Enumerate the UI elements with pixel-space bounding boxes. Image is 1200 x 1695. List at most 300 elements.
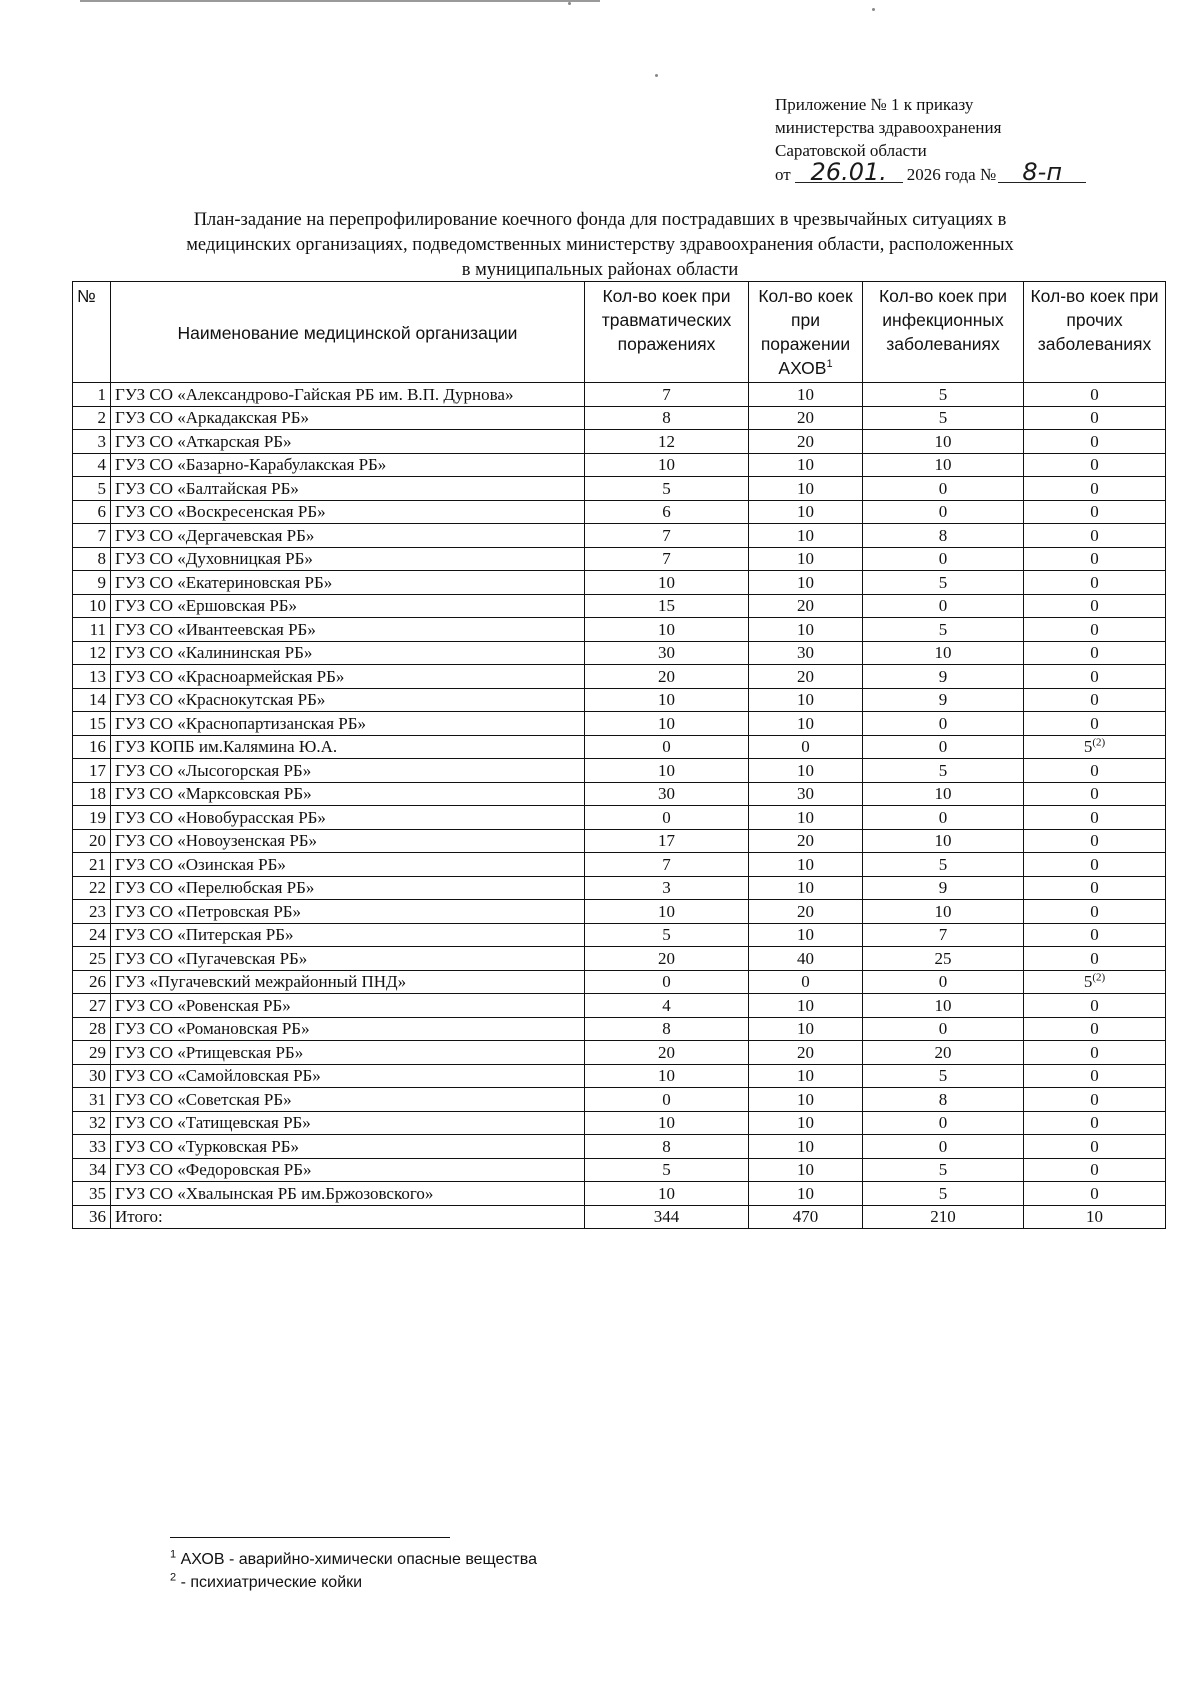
row-number: [73, 477, 111, 501]
other-beds: [1024, 806, 1166, 830]
row-number-value: 20: [89, 831, 106, 851]
organization-name: [111, 453, 585, 477]
infectious-beds-value: 0: [938, 1113, 948, 1133]
organization-name: [111, 1017, 585, 1041]
trauma-beds: [585, 618, 749, 642]
other-beds: [1024, 665, 1166, 689]
table-row: [73, 594, 1166, 618]
infectious-beds: [863, 829, 1024, 853]
organization-name-value: ГУЗ СО «Базарно-Карабулакская РБ»: [115, 455, 387, 475]
trauma-beds-value: 10: [658, 1183, 675, 1203]
other-beds: [1024, 994, 1166, 1018]
other-beds-value: 0: [1090, 502, 1099, 522]
ahov-beds: [749, 618, 863, 642]
table-row: [73, 994, 1166, 1018]
other-beds-value: 0: [1090, 1113, 1099, 1133]
organization-name-value: ГУЗ СО «Калининская РБ»: [115, 643, 313, 663]
footnotes: [170, 1548, 870, 1594]
row-number: [73, 665, 111, 689]
trauma-beds: [585, 1041, 749, 1065]
infectious-beds-value: 5: [938, 384, 948, 404]
ahov-beds: [749, 1017, 863, 1041]
organization-name-value: ГУЗ СО «Лысогорская РБ»: [115, 760, 312, 780]
year-text: 2026 года №: [906, 165, 997, 184]
table-row: [73, 688, 1166, 712]
other-beds-value: 0: [1090, 713, 1099, 733]
trauma-beds-value: 15: [658, 596, 675, 616]
trauma-beds-value: 4: [662, 995, 671, 1015]
row-number-value: 29: [89, 1042, 106, 1062]
other-beds-value: 0: [1090, 1066, 1099, 1086]
trauma-beds: [585, 970, 749, 994]
row-number-value: 12: [89, 643, 106, 663]
footnote-ref-2: (2): [1092, 971, 1106, 984]
row-number: [73, 829, 111, 853]
ahov-beds: [749, 829, 863, 853]
infectious-beds-value: 0: [938, 807, 948, 827]
infectious-beds: [863, 618, 1024, 642]
row-number-value: 36: [89, 1207, 106, 1227]
organization-name-value: ГУЗ СО «Екатериновская РБ»: [115, 572, 333, 592]
other-beds-value: 0: [1090, 666, 1099, 686]
table-row: [73, 500, 1166, 524]
ahov-beds: [749, 947, 863, 971]
trauma-beds: [585, 1158, 749, 1182]
ahov-beds: [749, 1158, 863, 1182]
row-number: [73, 594, 111, 618]
other-beds-value: 0: [1090, 1183, 1099, 1203]
organization-name: [111, 430, 585, 454]
table-row: [73, 430, 1166, 454]
trauma-beds-value: 10: [658, 455, 675, 475]
ahov-beds-value: 10: [797, 1066, 814, 1086]
row-number-value: 22: [89, 878, 106, 898]
row-number: [73, 970, 111, 994]
organization-name: [111, 1182, 585, 1206]
infectious-beds-value: 5: [938, 1183, 948, 1203]
organization-name-value: ГУЗ СО «Перелюбская РБ»: [115, 878, 315, 898]
ahov-beds: [749, 923, 863, 947]
infectious-beds-value: 8: [938, 525, 948, 545]
other-beds-value: 5: [1083, 737, 1093, 757]
organization-name-value: ГУЗ СО «Хвалынская РБ им.Бржозовского»: [115, 1183, 434, 1203]
infectious-beds-value: 0: [938, 1019, 948, 1039]
other-beds: [1024, 876, 1166, 900]
row-number-value: 26: [89, 972, 106, 992]
table-row: [73, 782, 1166, 806]
infectious-beds-value: 7: [938, 925, 948, 945]
organization-name: [111, 477, 585, 501]
other-beds-value: 0: [1090, 619, 1099, 639]
table-row: [73, 712, 1166, 736]
organization-name: [111, 1041, 585, 1065]
other-beds: [1024, 524, 1166, 548]
row-number: [73, 618, 111, 642]
organization-name-value: ГУЗ СО «Краснокутская РБ»: [115, 690, 326, 710]
infectious-beds-value: 10: [934, 831, 952, 851]
trauma-beds: [585, 453, 749, 477]
other-beds-value: 0: [1090, 995, 1099, 1015]
row-number-value: 15: [89, 713, 106, 733]
trauma-beds: [585, 759, 749, 783]
ahov-beds: [749, 1064, 863, 1088]
handwritten-date: 26.01.: [795, 162, 903, 183]
other-beds-value: 0: [1090, 549, 1099, 569]
ahov-beds: [749, 571, 863, 595]
organization-name: [111, 406, 585, 430]
trauma-beds-value: 3: [662, 878, 671, 898]
organization-name-value: ГУЗ СО «Петровская РБ»: [115, 901, 302, 921]
infectious-beds: [863, 1135, 1024, 1159]
ahov-beds-value: 10: [797, 713, 814, 733]
trauma-beds-value: 8: [662, 1019, 671, 1039]
organization-name: [111, 1205, 585, 1229]
row-number-value: 19: [89, 807, 106, 827]
infectious-beds-value: 5: [938, 619, 948, 639]
other-beds: [1024, 1135, 1166, 1159]
trauma-beds: [585, 1017, 749, 1041]
trauma-beds-value: 12: [658, 431, 675, 451]
other-beds: [1024, 970, 1166, 994]
trauma-beds-value: 10: [658, 1066, 675, 1086]
row-number-value: 35: [89, 1183, 106, 1203]
row-number-value: 9: [97, 572, 106, 592]
header-ahov-text: Кол-во коек при поражении АХОВ: [758, 286, 853, 378]
row-number: [73, 430, 111, 454]
header-organization: Наименование медицинской организации: [111, 282, 585, 383]
organization-name: [111, 735, 585, 759]
other-beds-value: 0: [1090, 596, 1099, 616]
trauma-beds-value: 10: [658, 760, 675, 780]
other-beds-value: 0: [1090, 1136, 1099, 1156]
other-beds-value: 0: [1090, 854, 1099, 874]
other-beds-value: 0: [1090, 878, 1099, 898]
infectious-beds: [863, 853, 1024, 877]
footnote-2-mark: 2: [170, 1571, 177, 1584]
other-beds: [1024, 1158, 1166, 1182]
row-number: [73, 547, 111, 571]
organization-name: [111, 547, 585, 571]
ahov-beds: [749, 524, 863, 548]
title-line-1: План-задание на перепрофилирование коечного фонда для пострадавших в чрезвычайных ситуациях в: [193, 210, 1007, 230]
infectious-beds-value: 10: [934, 643, 952, 663]
ahov-beds: [749, 1088, 863, 1112]
row-number: [73, 453, 111, 477]
ahov-beds-value: 10: [797, 525, 814, 545]
row-number: [73, 500, 111, 524]
trauma-beds: [585, 876, 749, 900]
other-beds: [1024, 1017, 1166, 1041]
table-row: [73, 383, 1166, 407]
row-number-value: 10: [89, 596, 106, 616]
other-beds: [1024, 759, 1166, 783]
row-number: [73, 1182, 111, 1206]
other-beds: [1024, 571, 1166, 595]
infectious-beds: [863, 759, 1024, 783]
infectious-beds: [863, 1064, 1024, 1088]
ahov-beds-value: 10: [797, 995, 814, 1015]
ahov-beds-value: 10: [797, 549, 814, 569]
other-beds: [1024, 383, 1166, 407]
other-beds-value: 0: [1090, 807, 1099, 827]
scan-speck: [872, 8, 875, 11]
other-beds: [1024, 947, 1166, 971]
row-number-value: 5: [97, 478, 106, 498]
other-beds: [1024, 1182, 1166, 1206]
organization-name-value: ГУЗ СО «Балтайская РБ»: [115, 478, 299, 498]
row-number-value: 8: [97, 549, 106, 569]
organization-name: [111, 876, 585, 900]
other-beds: [1024, 430, 1166, 454]
other-beds-value: 0: [1090, 1042, 1099, 1062]
row-number: [73, 688, 111, 712]
ahov-beds-value: 30: [797, 784, 814, 804]
row-number: [73, 994, 111, 1018]
table-row: [73, 547, 1166, 571]
infectious-beds: [863, 477, 1024, 501]
trauma-beds-value: 17: [658, 831, 675, 851]
ahov-beds: [749, 641, 863, 665]
ahov-beds: [749, 1041, 863, 1065]
infectious-beds-value: 9: [938, 878, 948, 898]
ahov-beds: [749, 1135, 863, 1159]
organization-name-value: ГУЗ СО «Новобурасская РБ»: [115, 807, 326, 827]
other-beds: [1024, 1088, 1166, 1112]
trauma-beds: [585, 947, 749, 971]
organization-name-value: ГУЗ СО «Краснопартизанская РБ»: [115, 713, 366, 733]
infectious-beds-value: 9: [938, 690, 948, 710]
infectious-beds: [863, 500, 1024, 524]
other-beds-value: 0: [1090, 1160, 1099, 1180]
ahov-beds: [749, 759, 863, 783]
infectious-beds: [863, 1158, 1024, 1182]
table-row: [73, 806, 1166, 830]
ahov-beds-value: 10: [797, 478, 814, 498]
scan-speck: [655, 74, 658, 77]
trauma-beds-value: 7: [662, 549, 671, 569]
infectious-beds: [863, 430, 1024, 454]
organization-name: [111, 665, 585, 689]
other-beds-value: 0: [1090, 384, 1099, 404]
infectious-beds-value: 10: [934, 455, 952, 475]
infectious-beds: [863, 641, 1024, 665]
trauma-beds-value: 5: [662, 1160, 671, 1180]
other-beds-value: 0: [1090, 643, 1099, 663]
infectious-beds-value: 10: [934, 995, 952, 1015]
infectious-beds-value: 0: [938, 737, 948, 757]
organization-name: [111, 383, 585, 407]
row-number: [73, 1064, 111, 1088]
infectious-beds-value: 10: [934, 431, 952, 451]
trauma-beds: [585, 1205, 749, 1229]
organization-name: [111, 618, 585, 642]
infectious-beds-value: 10: [934, 784, 952, 804]
ahov-beds: [749, 712, 863, 736]
infectious-beds: [863, 712, 1024, 736]
organization-name: [111, 571, 585, 595]
organization-name-value: ГУЗ СО «Турковская РБ»: [115, 1136, 300, 1156]
document-title: [100, 208, 1100, 283]
other-beds: [1024, 477, 1166, 501]
organization-name-value: ГУЗ СО «Духовницкая РБ»: [115, 549, 313, 569]
row-number: [73, 571, 111, 595]
other-beds: [1024, 594, 1166, 618]
organization-name-value: ГУЗ СО «Аткарская РБ»: [115, 431, 292, 451]
infectious-beds: [863, 806, 1024, 830]
table-row: [73, 1182, 1166, 1206]
order-date-row: [775, 158, 1105, 186]
ahov-beds: [749, 853, 863, 877]
bed-plan-table: [72, 281, 1166, 1229]
organization-name-value: ГУЗ СО «Самойловская РБ»: [115, 1066, 321, 1086]
handwritten-order-number: 8-п: [998, 162, 1086, 183]
organization-name-value: ГУЗ СО «Федоровская РБ»: [115, 1160, 312, 1180]
trauma-beds: [585, 829, 749, 853]
ahov-beds-value: 10: [797, 619, 814, 639]
trauma-beds-value: 30: [658, 643, 675, 663]
infectious-beds: [863, 1041, 1024, 1065]
ahov-beds-value: 0: [801, 972, 810, 992]
ahov-beds-value: 10: [797, 760, 814, 780]
other-beds: [1024, 923, 1166, 947]
ahov-beds: [749, 782, 863, 806]
ahov-beds: [749, 383, 863, 407]
footnote-1-mark: 1: [170, 1548, 177, 1561]
trauma-beds: [585, 641, 749, 665]
infectious-beds-value: 5: [938, 408, 948, 428]
infectious-beds: [863, 994, 1024, 1018]
organization-name-value: ГУЗ СО «Красноармейская РБ»: [115, 666, 345, 686]
infectious-beds-value: 5: [938, 854, 948, 874]
ahov-beds: [749, 665, 863, 689]
infectious-beds: [863, 876, 1024, 900]
ahov-beds: [749, 994, 863, 1018]
other-beds-value: 0: [1090, 431, 1099, 451]
footnote-ref-2: (2): [1092, 736, 1106, 749]
ahov-beds: [749, 1182, 863, 1206]
table-row: [73, 1064, 1166, 1088]
row-number-value: 14: [89, 690, 106, 710]
row-number-value: 7: [97, 525, 106, 545]
ahov-beds: [749, 900, 863, 924]
trauma-beds-value: 0: [662, 807, 671, 827]
other-beds: [1024, 900, 1166, 924]
other-beds: [1024, 1041, 1166, 1065]
row-number: [73, 524, 111, 548]
ahov-beds: [749, 594, 863, 618]
other-beds: [1024, 641, 1166, 665]
row-number-value: 11: [89, 619, 106, 639]
infectious-beds: [863, 571, 1024, 595]
other-beds: [1024, 1111, 1166, 1135]
footnote-2-text: - психиатрические койки: [180, 1574, 363, 1591]
trauma-beds-value: 7: [662, 525, 671, 545]
ahov-beds: [749, 406, 863, 430]
other-beds-value: 0: [1090, 455, 1099, 475]
table-row: [73, 970, 1166, 994]
header-trauma: Кол-во коек при травматических поражениях: [585, 282, 749, 383]
footnote-1: [170, 1548, 870, 1571]
infectious-beds: [863, 947, 1024, 971]
row-number: [73, 1135, 111, 1159]
infectious-beds-value: 5: [938, 572, 948, 592]
trauma-beds-value: 8: [662, 1136, 671, 1156]
appendix-line-1: Приложение № 1 к приказу: [775, 95, 974, 114]
organization-name-value: ГУЗ СО «Ершовская РБ»: [115, 596, 298, 616]
trauma-beds-value: 8: [662, 408, 671, 428]
ahov-beds: [749, 806, 863, 830]
organization-name: [111, 806, 585, 830]
row-number-value: 16: [89, 737, 106, 757]
other-beds: [1024, 1205, 1166, 1229]
trauma-beds: [585, 571, 749, 595]
trauma-beds: [585, 688, 749, 712]
organization-name: [111, 688, 585, 712]
organization-name-value: ГУЗ СО «Аркадакская РБ»: [115, 408, 310, 428]
row-number-value: 21: [89, 854, 106, 874]
other-beds: [1024, 712, 1166, 736]
table-row: [73, 1017, 1166, 1041]
table-row: [73, 571, 1166, 595]
trauma-beds-value: 0: [662, 972, 671, 992]
row-number: [73, 853, 111, 877]
row-number-value: 6: [97, 502, 106, 522]
infectious-beds-value: 0: [938, 1136, 948, 1156]
organization-name: [111, 947, 585, 971]
infectious-beds: [863, 688, 1024, 712]
row-number-value: 31: [89, 1089, 106, 1109]
trauma-beds-value: 10: [658, 901, 675, 921]
organization-name-value: ГУЗ СО «Татищевская РБ»: [115, 1113, 311, 1133]
other-beds: [1024, 688, 1166, 712]
table-row: [73, 829, 1166, 853]
table-row: [73, 735, 1166, 759]
infectious-beds-value: 210: [930, 1207, 956, 1227]
organization-name: [111, 853, 585, 877]
other-beds-value: 0: [1090, 760, 1099, 780]
ahov-beds-value: 10: [797, 384, 814, 404]
table-row: [73, 524, 1166, 548]
organization-name: [111, 500, 585, 524]
ahov-beds-value: 20: [797, 901, 814, 921]
ahov-beds: [749, 876, 863, 900]
header-ahov: [749, 282, 863, 383]
infectious-beds-value: 5: [938, 1066, 948, 1086]
infectious-beds: [863, 383, 1024, 407]
ahov-beds-value: 10: [797, 1019, 814, 1039]
ahov-beds: [749, 547, 863, 571]
table-row: [73, 453, 1166, 477]
row-number-value: 33: [89, 1136, 106, 1156]
infectious-beds-value: 20: [934, 1042, 952, 1062]
organization-name-value: ГУЗ «Пугачевский межрайонный ПНД»: [115, 972, 407, 992]
infectious-beds-value: 0: [938, 596, 948, 616]
trauma-beds: [585, 1182, 749, 1206]
trauma-beds: [585, 1088, 749, 1112]
ahov-beds-value: 10: [797, 690, 814, 710]
other-beds-value: 0: [1090, 1089, 1099, 1109]
organization-name-value: ГУЗ СО «Воскресенская РБ»: [115, 502, 326, 522]
trauma-beds: [585, 735, 749, 759]
row-number-value: 3: [97, 431, 106, 451]
ahov-beds: [749, 1111, 863, 1135]
other-beds-value: 10: [1086, 1207, 1103, 1227]
trauma-beds: [585, 594, 749, 618]
table-row: [73, 876, 1166, 900]
trauma-beds: [585, 406, 749, 430]
other-beds-value: 0: [1090, 925, 1099, 945]
row-number-value: 23: [89, 901, 106, 921]
